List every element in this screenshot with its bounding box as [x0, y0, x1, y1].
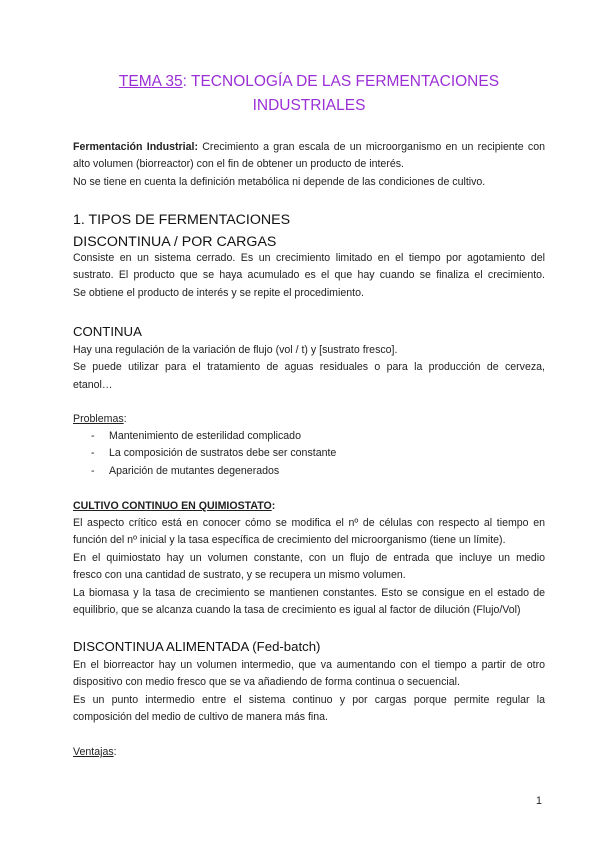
intro-def-line-1: Crecimiento a gran escala de un microorganismo en un recipiente con — [197, 141, 545, 153]
intro-def-line-2: alto volumen (biorreactor) con el fin de obtener un producto de interés. — [73, 158, 404, 171]
page-title — [73, 70, 545, 118]
quimiostato-heading: CULTIVO CONTINUO EN QUIMIOSTATO: — [73, 500, 276, 512]
problems-list — [91, 428, 336, 480]
fedbatch-line-4: composición del medio de cultivo de manera más fina. — [73, 711, 328, 724]
continua-paragraph — [73, 342, 545, 394]
intro-paragraph — [73, 139, 545, 191]
quimiostato-line-4: fresco con una cantidad de sustrato, y se recupera un mismo volumen. — [73, 569, 406, 582]
section-1-heading: 1. TIPOS DE FERMENTACIONES — [73, 212, 291, 228]
quimiostato-line-2: función del nº inicial y la tasa específica de crecimiento del microorganismo (tiene un límite). — [73, 534, 506, 547]
list-item: - La composición de sustratos debe ser constante — [91, 445, 336, 462]
continua-line-1: Hay una regulación de la variación de flujo (vol / t) y [sustrato fresco]. — [73, 344, 398, 356]
fedbatch-paragraph — [73, 657, 545, 727]
discontinua-line-3: Se obtiene el producto de interés y se repite el procedimiento. — [73, 286, 364, 299]
discontinua-line-1: Consiste en un sistema cerrado. Es un crecimiento limitado en el tiempo por agotamiento del — [73, 252, 545, 264]
advantages-label: Ventajas: — [73, 746, 117, 758]
discontinua-line-2: sustrato. El producto que se haya acumulado es el que hay cuando se finaliza el crecimiento. — [73, 269, 545, 282]
quimiostato-line-5: La biomasa y la tasa de crecimiento se mantienen constantes. Esto se consigue en el estado de — [73, 586, 545, 599]
fedbatch-heading: DISCONTINUA ALIMENTADA (Fed-batch) — [73, 639, 321, 654]
discontinua-heading: DISCONTINUA / POR CARGAS — [73, 234, 277, 250]
problems-label: Problemas: — [73, 413, 127, 425]
title-topic-number: TEMA 35 — [118, 73, 183, 90]
fedbatch-line-3: Es un punto intermedio entre el sistema continuo y por cargas porque permite regular la — [73, 693, 545, 706]
intro-line-3: No se tiene en cuenta la definición metabólica ni depende de las condiciones de cultivo. — [73, 175, 486, 188]
discontinua-paragraph — [73, 250, 545, 302]
fedbatch-line-1: En el biorreactor hay un volumen intermedio, que va aumentando con el tiempo a partir de otro — [73, 659, 545, 671]
quimiostato-line-3: En el quimiostato hay un volumen constante, con un flujo de entrada que incluye un medio — [73, 551, 545, 564]
continua-line-3: etanol… — [73, 378, 113, 391]
continua-line-2: Se puede utilizar para el tratamiento de aguas residuales o para la producción de cerveza, — [73, 361, 545, 374]
continua-heading: CONTINUA — [73, 324, 142, 339]
list-item: - Mantenimiento de esterilidad complicado — [91, 428, 336, 445]
list-item: - Aparición de mutantes degenerados — [91, 463, 336, 480]
quimiostato-line-1: El aspecto crítico está en conocer cómo se modifica el nº de células con respecto al tiempo en — [73, 517, 545, 529]
fedbatch-line-2: dispositivo con medio fresco que se va añadiendo de forma continua o secuencial. — [73, 676, 460, 689]
title-line-2: INDUSTRIALES — [252, 97, 366, 114]
quimiostato-paragraph — [73, 515, 545, 619]
quimiostato-line-6: equilibrio, que se alcanza cuando la tasa de crecimiento es igual al factor de dilución (Flujo/Vol) — [73, 604, 521, 617]
title-text: : TECNOLOGÍA DE LAS FERMENTACIONES — [182, 73, 500, 90]
intro-term: Fermentación Industrial: — [73, 141, 198, 153]
page-number: 1 — [536, 795, 542, 807]
